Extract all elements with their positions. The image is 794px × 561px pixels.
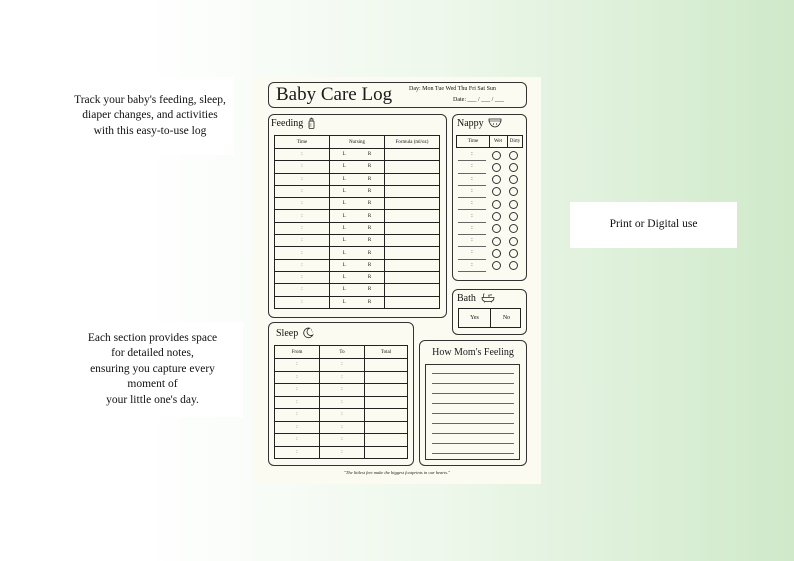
wet-checkbox[interactable] <box>492 151 501 160</box>
to-cell[interactable]: : <box>320 396 365 409</box>
right-side-mark[interactable]: R <box>367 176 372 182</box>
note-line: Each section provides space <box>87 331 218 344</box>
nursing-cell[interactable] <box>330 247 385 259</box>
dirty-checkbox[interactable] <box>509 249 518 258</box>
time-cell[interactable]: : <box>275 247 330 259</box>
time-cell[interactable]: : <box>275 222 330 234</box>
footer-quote: "The littlest feet make the biggest footprints in our hearts." <box>343 470 451 475</box>
col-formula: Formula (ml/oz) <box>385 136 440 149</box>
from-cell[interactable]: : <box>275 384 320 397</box>
left-side-mark[interactable]: L <box>342 213 346 219</box>
writing-line <box>432 403 514 404</box>
table-row <box>275 271 440 283</box>
time-cell[interactable]: : <box>275 149 330 161</box>
list-item <box>456 260 523 272</box>
nursing-cell[interactable] <box>330 235 385 247</box>
to-cell[interactable]: : <box>320 359 365 372</box>
writing-line <box>432 453 514 454</box>
formula-cell[interactable] <box>385 198 440 210</box>
writing-line <box>432 443 514 444</box>
formula-cell[interactable] <box>385 222 440 234</box>
dirty-checkbox[interactable] <box>509 163 518 172</box>
wet-checkbox[interactable] <box>492 224 501 233</box>
time-cell[interactable]: : <box>275 296 330 308</box>
day-thu[interactable]: Thu <box>457 86 468 92</box>
from-cell[interactable]: : <box>275 371 320 384</box>
bath-options <box>458 308 521 328</box>
to-cell[interactable]: : <box>320 409 365 422</box>
time-cell[interactable]: : <box>471 200 473 207</box>
dirty-checkbox[interactable] <box>509 237 518 246</box>
time-cell[interactable]: : <box>471 187 473 194</box>
table-row <box>275 198 440 210</box>
from-cell[interactable]: : <box>275 421 320 434</box>
bottle-icon <box>307 117 316 129</box>
feature-note-sections <box>62 322 243 417</box>
mood-section <box>419 340 527 466</box>
wet-checkbox[interactable] <box>492 187 501 196</box>
dirty-checkbox[interactable] <box>509 224 518 233</box>
time-cell[interactable]: : <box>471 237 473 244</box>
day-fri[interactable]: Fri <box>468 86 476 92</box>
table-row <box>275 421 408 434</box>
total-cell[interactable] <box>365 409 408 422</box>
time-cell[interactable]: : <box>275 161 330 173</box>
nursing-cell[interactable] <box>330 149 385 161</box>
from-cell[interactable]: : <box>275 409 320 422</box>
writing-line <box>432 433 514 434</box>
from-cell[interactable]: : <box>275 396 320 409</box>
time-cell[interactable]: : <box>275 210 330 222</box>
time-cell[interactable]: : <box>471 212 473 219</box>
nursing-cell[interactable] <box>330 185 385 197</box>
feeding-section <box>268 114 447 318</box>
date-field[interactable]: Date: ___ / ___ / ___ <box>453 97 504 103</box>
dirty-checkbox[interactable] <box>509 261 518 270</box>
formula-cell[interactable] <box>385 185 440 197</box>
time-cell[interactable]: : <box>471 175 473 182</box>
table-row <box>275 210 440 222</box>
to-cell[interactable]: : <box>320 421 365 434</box>
right-side-mark[interactable]: R <box>367 262 372 268</box>
table-row <box>275 371 408 384</box>
note-line: diaper changes, and activities <box>82 109 218 122</box>
table-row <box>275 284 440 296</box>
nursing-cell[interactable] <box>330 161 385 173</box>
mood-title: How Mom's Feeling <box>432 347 514 358</box>
total-cell[interactable] <box>365 446 408 459</box>
note-line: Track your baby's feeding, sleep, <box>74 93 226 106</box>
left-side-mark[interactable]: L <box>342 287 346 293</box>
left-side-mark[interactable]: L <box>342 176 346 182</box>
time-cell[interactable]: : <box>471 163 473 170</box>
list-item <box>456 211 523 223</box>
note-line: ensuring you capture every <box>90 362 215 375</box>
table-row <box>275 384 408 397</box>
col-wet: Wet <box>494 139 502 144</box>
table-row <box>275 409 408 422</box>
time-cell[interactable]: : <box>275 271 330 283</box>
bath-section <box>452 289 527 335</box>
list-item <box>456 161 523 173</box>
left-side-mark[interactable]: L <box>342 250 346 256</box>
time-cell[interactable]: : <box>275 185 330 197</box>
formula-cell[interactable] <box>385 149 440 161</box>
wet-checkbox[interactable] <box>492 249 501 258</box>
col-time: Time <box>275 136 330 149</box>
time-cell[interactable]: : <box>275 198 330 210</box>
formula-cell[interactable] <box>385 247 440 259</box>
left-side-mark[interactable]: L <box>342 262 346 268</box>
col-total: Total <box>365 346 408 359</box>
to-cell[interactable]: : <box>320 371 365 384</box>
time-cell[interactable]: : <box>471 151 473 157</box>
nappy-rows <box>456 149 523 274</box>
left-side-mark[interactable]: L <box>342 201 346 207</box>
time-cell[interactable]: : <box>471 224 473 231</box>
table-row <box>275 296 440 308</box>
nappy-header-row <box>456 135 523 148</box>
left-side-mark[interactable]: L <box>342 189 346 195</box>
table-row <box>275 359 408 372</box>
total-cell[interactable] <box>365 434 408 447</box>
formula-cell[interactable] <box>385 210 440 222</box>
list-item <box>456 174 523 186</box>
col-time: Time <box>467 139 479 144</box>
bathtub-icon <box>481 293 495 303</box>
formula-cell[interactable] <box>385 259 440 271</box>
nursing-cell[interactable] <box>330 296 385 308</box>
right-side-mark[interactable]: R <box>367 213 372 219</box>
left-side-mark[interactable]: L <box>342 152 346 158</box>
wet-checkbox[interactable] <box>492 163 501 172</box>
wet-checkbox[interactable] <box>492 237 501 246</box>
list-item <box>456 149 523 161</box>
right-side-mark[interactable]: R <box>367 287 372 293</box>
time-cell[interactable]: : <box>275 259 330 271</box>
day-selector <box>409 86 496 92</box>
nursing-cell[interactable] <box>330 198 385 210</box>
total-cell[interactable] <box>365 384 408 397</box>
table-row <box>275 161 440 173</box>
right-side-mark[interactable]: R <box>367 299 372 305</box>
col-to: To <box>320 346 365 359</box>
feeding-table <box>274 135 440 309</box>
to-cell[interactable]: : <box>320 434 365 447</box>
right-side-mark[interactable]: R <box>367 250 372 256</box>
from-cell[interactable]: : <box>275 434 320 447</box>
table-row <box>275 446 408 459</box>
note-line: for detailed notes, <box>111 347 194 360</box>
right-side-mark[interactable]: R <box>367 238 372 244</box>
left-side-mark[interactable]: L <box>342 225 346 231</box>
sleep-title: Sleep <box>276 328 299 339</box>
day-wed[interactable]: Wed <box>445 86 457 92</box>
nursing-cell[interactable] <box>330 210 385 222</box>
wet-checkbox[interactable] <box>492 175 501 184</box>
table-row <box>275 396 408 409</box>
nursing-cell[interactable] <box>330 173 385 185</box>
baby-care-log-sheet <box>253 77 541 484</box>
writing-line <box>432 423 514 424</box>
formula-cell[interactable] <box>385 284 440 296</box>
nursing-cell[interactable] <box>330 259 385 271</box>
time-underline <box>458 271 486 272</box>
dirty-checkbox[interactable] <box>509 175 518 184</box>
nappy-title: Nappy <box>457 118 484 129</box>
bath-no-option[interactable]: No <box>502 315 511 321</box>
mood-notes-area[interactable] <box>425 364 520 460</box>
day-sun[interactable]: Sun <box>486 86 496 92</box>
list-item <box>456 198 523 210</box>
total-cell[interactable] <box>365 421 408 434</box>
note-line: with this easy-to-use log <box>93 124 207 137</box>
left-side-mark[interactable]: L <box>342 299 346 305</box>
left-side-mark[interactable]: L <box>342 275 346 281</box>
table-row <box>275 173 440 185</box>
dirty-checkbox[interactable] <box>509 200 518 209</box>
nappy-section <box>452 114 527 281</box>
moon-icon <box>302 327 314 339</box>
day-label: Day: <box>409 86 421 92</box>
list-item <box>456 223 523 235</box>
wet-checkbox[interactable] <box>492 212 501 221</box>
table-row <box>275 434 408 447</box>
from-cell[interactable]: : <box>275 359 320 372</box>
feeding-title: Feeding <box>271 118 304 129</box>
table-row <box>275 247 440 259</box>
header-box <box>268 82 527 108</box>
total-cell[interactable] <box>365 396 408 409</box>
col-dirty: Dirty <box>509 139 521 144</box>
nursing-cell[interactable] <box>330 284 385 296</box>
nursing-cell[interactable] <box>330 222 385 234</box>
dirty-checkbox[interactable] <box>509 212 518 221</box>
nursing-cell[interactable] <box>330 271 385 283</box>
feature-note-tracking <box>66 77 234 155</box>
list-item <box>456 247 523 259</box>
day-sat[interactable]: Sat <box>477 86 486 92</box>
time-cell[interactable]: : <box>275 284 330 296</box>
formula-cell[interactable] <box>385 173 440 185</box>
sleep-section <box>268 322 414 466</box>
note-line: Print or Digital use <box>609 218 698 231</box>
total-cell[interactable] <box>365 371 408 384</box>
table-row <box>275 235 440 247</box>
left-side-mark[interactable]: L <box>342 164 346 170</box>
time-cell[interactable]: : <box>471 261 473 268</box>
list-item <box>456 186 523 198</box>
bath-yes-option[interactable]: Yes <box>470 315 479 321</box>
day-mon[interactable]: Mon <box>422 86 434 92</box>
table-row <box>275 149 440 161</box>
dirty-checkbox[interactable] <box>509 151 518 160</box>
wet-checkbox[interactable] <box>492 200 501 209</box>
dirty-checkbox[interactable] <box>509 187 518 196</box>
note-line: moment of <box>127 378 178 391</box>
to-cell[interactable]: : <box>320 384 365 397</box>
right-side-mark[interactable]: R <box>367 189 372 195</box>
writing-line <box>432 383 514 384</box>
total-cell[interactable] <box>365 359 408 372</box>
page-title: Baby Care Log <box>276 84 393 105</box>
to-cell[interactable]: : <box>320 446 365 459</box>
right-side-mark[interactable]: R <box>367 225 372 231</box>
right-side-mark[interactable]: R <box>367 152 372 158</box>
col-nursing: Nursing <box>330 136 385 149</box>
list-item <box>456 235 523 247</box>
day-tue[interactable]: Tue <box>434 86 445 92</box>
right-side-mark[interactable]: R <box>367 275 372 281</box>
sleep-table <box>274 345 408 459</box>
note-line: your little one's day. <box>106 393 199 406</box>
formula-cell[interactable] <box>385 296 440 308</box>
table-row <box>275 222 440 234</box>
bath-title: Bath <box>457 293 476 304</box>
formula-cell[interactable] <box>385 235 440 247</box>
table-row <box>275 259 440 271</box>
writing-line <box>432 413 514 414</box>
time-cell[interactable]: : <box>275 235 330 247</box>
writing-line <box>432 393 514 394</box>
right-side-mark[interactable]: R <box>367 201 372 207</box>
table-row <box>275 185 440 197</box>
diaper-icon <box>488 118 502 128</box>
left-side-mark[interactable]: L <box>342 238 346 244</box>
right-side-mark[interactable]: R <box>367 164 372 170</box>
writing-line <box>432 373 514 374</box>
time-cell[interactable]: : <box>471 249 473 256</box>
feature-note-print <box>570 202 737 248</box>
from-cell[interactable]: : <box>275 446 320 459</box>
wet-checkbox[interactable] <box>492 261 501 270</box>
formula-cell[interactable] <box>385 161 440 173</box>
formula-cell[interactable] <box>385 271 440 283</box>
col-from: From <box>275 346 320 359</box>
time-cell[interactable]: : <box>275 173 330 185</box>
